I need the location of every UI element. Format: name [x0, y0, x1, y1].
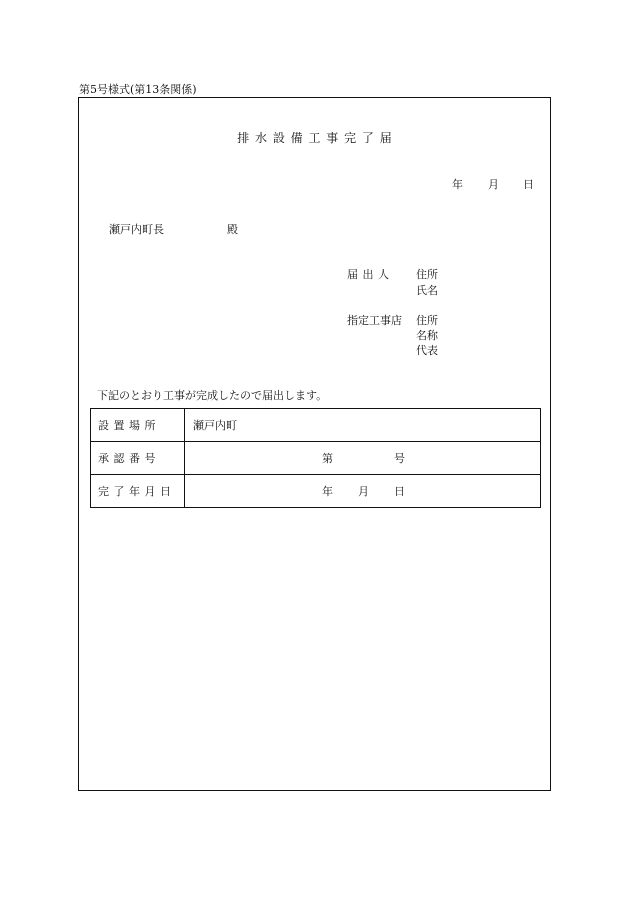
contractor-company-label: 名称 [416, 329, 438, 342]
installation-location-label: 設 置 場 所 [91, 409, 185, 442]
addressee-mayor: 瀬戸内町長 [109, 223, 164, 236]
approval-number-label: 承 認 番 号 [91, 442, 185, 475]
date-month-label: 月 [488, 178, 499, 191]
contractor-address-label: 住所 [416, 314, 438, 327]
addressee-honorific: 殿 [227, 223, 238, 236]
approval-number-suffix: 号 [394, 452, 405, 465]
completion-day-label: 日 [394, 485, 405, 498]
completion-date-label: 完 了 年 月 日 [91, 475, 185, 508]
form-title: 排 水 設 備 工 事 完 了 届 [237, 131, 393, 145]
date-year-label: 年 [452, 178, 463, 191]
date-day-label: 日 [523, 178, 534, 191]
notifier-name-label: 氏名 [416, 284, 438, 297]
completion-month-label: 月 [358, 485, 369, 498]
installation-location-value: 瀬戸内町 [185, 409, 541, 442]
notifier-address-label: 住所 [416, 268, 438, 281]
notifier-label: 届 出 人 [347, 268, 390, 281]
completion-date-cell [185, 475, 541, 508]
contractor-label: 指定工事店 [347, 314, 402, 327]
details-table [90, 408, 541, 508]
completion-year-label: 年 [322, 485, 333, 498]
approval-number-prefix: 第 [322, 452, 333, 465]
contractor-representative-label: 代表 [416, 344, 438, 357]
table-row [91, 475, 541, 508]
table-row [91, 442, 541, 475]
table-row [91, 409, 541, 442]
statement-text: 下記のとおり工事が完成したので届出します。 [97, 389, 328, 402]
form-number: 第5号様式(第13条関係) [79, 83, 197, 96]
approval-number-cell [185, 442, 541, 475]
